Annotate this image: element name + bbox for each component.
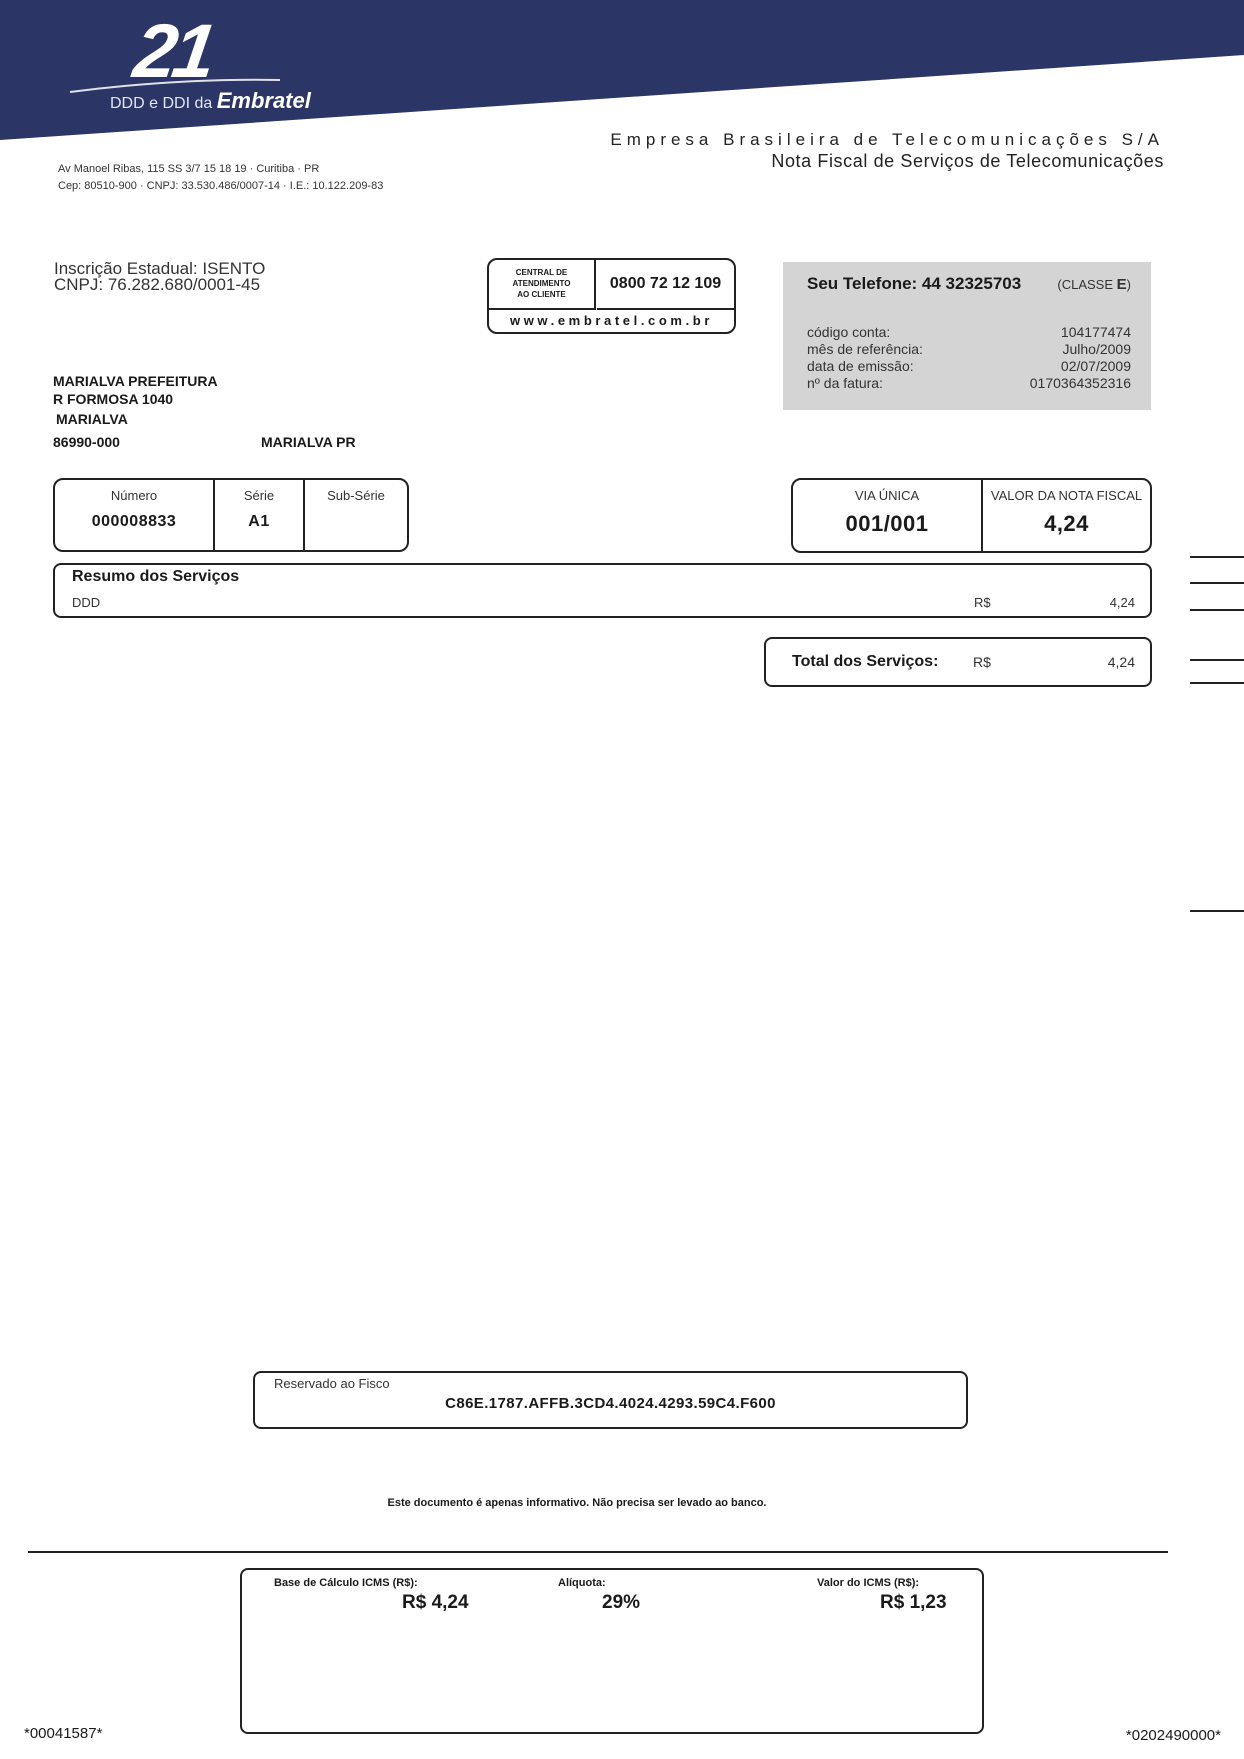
serie-cell [215, 480, 305, 550]
edge-mark [1190, 659, 1244, 661]
numero-value: 000008833 [91, 513, 177, 530]
informative-notice: Este documento é apenas informativo. Não precisa ser levado ao banco. [387, 1497, 767, 1509]
website-link[interactable]: www.embratel.com.br [509, 313, 713, 328]
customer-service-label-line: CENTRAL DE [515, 268, 568, 277]
issue-date-label: data de emissão: [807, 358, 914, 374]
reference-month-label: mês de referência: [807, 341, 923, 357]
fisco-box [253, 1371, 968, 1429]
logo-tagline [110, 88, 311, 114]
classe-indicator [1057, 276, 1131, 293]
services-summary [53, 563, 1152, 618]
logo-tagline-text: DDD e DDI da [110, 95, 213, 112]
recipient-city-state: MARIALVA PR [261, 434, 356, 450]
services-total-value: 4,24 [1107, 654, 1135, 670]
invoice-value-box [791, 478, 1152, 553]
customer-service-label-line: ATENDIMENTO [512, 279, 571, 288]
numero-label: Número [110, 488, 158, 503]
icms-rate-label: Alíquota: [558, 1577, 606, 1589]
fisco-code: C86E.1787.AFFB.3CD4.4024.4293.59C4.F600 [445, 1395, 776, 1412]
customer-cnpj: CNPJ: 76.282.680/0001-45 [54, 275, 261, 294]
numero-cell [55, 480, 215, 550]
valor-cell [983, 480, 1150, 551]
serie-label: Série [243, 488, 275, 503]
service-item-name: DDD [72, 595, 101, 610]
reference-month-value: Julho/2009 [1062, 341, 1131, 357]
via-cell [793, 480, 983, 551]
invoice-number-value: 0170364352316 [1029, 375, 1131, 391]
fisco-label: Reservado ao Fisco [274, 1376, 390, 1391]
issue-date-value: 02/07/2009 [1060, 358, 1131, 374]
recipient-name: MARIALVA PREFEITURA [53, 373, 218, 389]
subserie-label: Sub-Série [327, 488, 385, 503]
account-code-label: código conta: [807, 324, 891, 340]
icms-rate-value: 29% [602, 1592, 641, 1613]
issuer-registration: Cep: 80510-900 · CNPJ: 33.530.486/0007-14 · I.E.: 10.122.209-83 [58, 180, 384, 192]
invoice-id-box [53, 478, 409, 552]
edge-mark [1190, 582, 1244, 584]
services-total-label: Total dos Serviços: [792, 653, 939, 670]
edge-mark [1190, 609, 1244, 611]
barcode-code-left: *00041587* [24, 1725, 103, 1742]
subserie-cell [305, 480, 407, 550]
valor-value: 4,24 [1044, 511, 1089, 536]
company-name: Empresa Brasileira de Telecomunicações S/A [610, 130, 1164, 149]
edge-mark [1190, 556, 1244, 558]
logo-brand: Embratel [216, 88, 311, 113]
edge-mark [1190, 682, 1244, 684]
recipient-district: MARIALVA [56, 411, 128, 427]
phone-number: Seu Telefone: 44 32325703 [807, 274, 1022, 293]
recipient-cep: 86990-000 [53, 434, 120, 450]
services-total [764, 637, 1152, 687]
customer-service-label-line: AO CLIENTE [517, 290, 566, 299]
serie-value: A1 [248, 513, 270, 530]
customer-service-label [489, 260, 596, 310]
classe-prefix: (CLASSE [1057, 277, 1114, 292]
barcode-code-right: *0202490000* [1125, 1727, 1221, 1744]
issuer-address: Av Manoel Ribas, 115 SS 3/7 15 18 19 · Curitiba · PR [58, 163, 320, 175]
divider [28, 1551, 1168, 1553]
icms-base-value: R$ 4,24 [402, 1592, 469, 1613]
logo-number: 21 [129, 9, 218, 94]
via-label: VIA ÚNICA [854, 488, 920, 503]
classe-suffix: ) [1126, 277, 1131, 292]
services-total-currency: R$ [973, 654, 991, 670]
valor-label: VALOR DA NOTA FISCAL [990, 488, 1143, 503]
service-item-currency: R$ [974, 595, 991, 610]
icms-base-label: Base de Cálculo ICMS (R$): [274, 1577, 418, 1589]
classe-value: E [1116, 276, 1127, 293]
icms-box [240, 1568, 984, 1734]
document-type: Nota Fiscal de Serviços de Telecomunicações [771, 151, 1164, 171]
state-registration: Inscrição Estadual: ISENTO [54, 259, 266, 278]
icms-value: R$ 1,23 [880, 1592, 947, 1613]
edge-mark [1190, 910, 1244, 912]
customer-service-box [487, 258, 736, 334]
services-summary-title: Resumo dos Serviços [72, 568, 240, 585]
account-panel [783, 262, 1151, 410]
service-item-value: 4,24 [1109, 595, 1135, 610]
recipient-street: R FORMOSA 1040 [53, 391, 174, 407]
invoice-number-label: nº da fatura: [807, 375, 883, 391]
via-value: 001/001 [845, 511, 929, 536]
account-code-value: 104177474 [1060, 324, 1131, 340]
customer-service-phone[interactable]: 0800 72 12 109 [597, 260, 734, 310]
icms-value-label: Valor do ICMS (R$): [817, 1577, 920, 1589]
